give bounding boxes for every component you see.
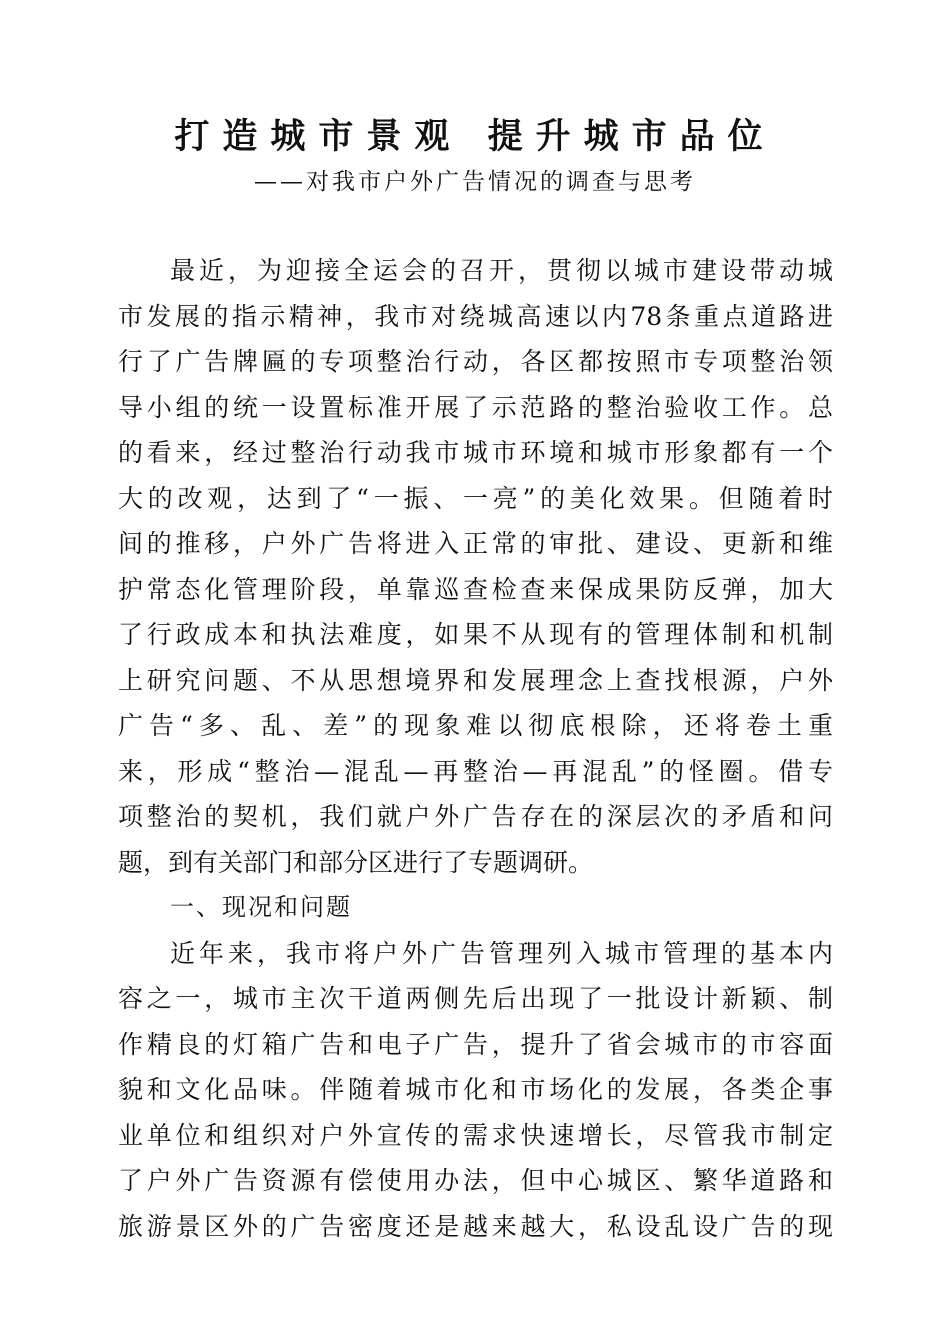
paragraph-line: 行了广告牌匾的专项整治行动，各区都按照市专项整治领 bbox=[118, 347, 833, 376]
paragraph-line: 容之一，城市主次干道两侧先后出现了一批设计新颖、制 bbox=[118, 984, 833, 1013]
paragraph-line: 的看来，经过整治行动我市城市环境和城市形象都有一个 bbox=[118, 438, 833, 467]
document-title: 打造城市景观 提升城市品位 bbox=[174, 117, 776, 157]
paragraph-line: 了行政成本和执法难度，如果不从现有的管理体制和机制 bbox=[118, 620, 833, 649]
paragraph-line: 市发展的指示精神，我市对绕城高速以内78条重点道路进 bbox=[118, 301, 833, 331]
document-subtitle: ——对我市户外广告情况的调查与思考 bbox=[254, 169, 696, 195]
paragraph-line: 护常态化管理阶段，单靠巡查检查来保成果防反弹，加大 bbox=[118, 574, 833, 604]
paragraph-line: 业单位和组织对户外宣传的需求快速增长，尽管我市制定 bbox=[118, 1120, 833, 1150]
paragraph-line: 貌和文化品味。伴随着城市化和市场化的发展，各类企事 bbox=[118, 1075, 833, 1104]
paragraph-line: 近年来，我市将户外广告管理列入城市管理的基本内 bbox=[170, 938, 833, 968]
paragraph-line: 最近，为迎接全运会的召开，贯彻以城市建设带动城 bbox=[170, 256, 833, 285]
section-heading: 一、现况和问题 bbox=[170, 893, 352, 921]
paragraph-line: 间的推移，户外广告将进入正常的审批、建设、更新和维 bbox=[118, 529, 833, 558]
paragraph-line: 导小组的统一设置标准开展了示范路的整治验收工作。总 bbox=[118, 392, 833, 422]
document-body bbox=[118, 248, 833, 1249]
paragraph-line: 题，到有关部门和部分区进行了专题调研。 bbox=[118, 847, 594, 877]
paragraph-line: 作精良的灯箱广告和电子广告，提升了省会城市的市容面 bbox=[118, 1029, 833, 1059]
paragraph-line: 广告“多、乱、差”的现象难以彻底根除，还将卷土重 bbox=[118, 711, 833, 740]
paragraph-line: 上研究问题、不从思想境界和发展理念上查找根源，户外 bbox=[118, 665, 833, 695]
paragraph-line: 了户外广告资源有偿使用办法，但中心城区、繁华道路和 bbox=[118, 1166, 833, 1195]
paragraph-line: 旅游景区外的广告密度还是越来越大，私设乱设广告的现 bbox=[118, 1211, 833, 1241]
paragraph-line: 来，形成“整治—混乱—再整治—再混乱”的怪圈。借专 bbox=[118, 756, 833, 786]
paragraph-line: 大的改观，达到了“一振、一亮”的美化效果。但随着时 bbox=[118, 483, 833, 513]
paragraph-line: 项整治的契机，我们就户外广告存在的深层次的矛盾和问 bbox=[118, 802, 833, 831]
